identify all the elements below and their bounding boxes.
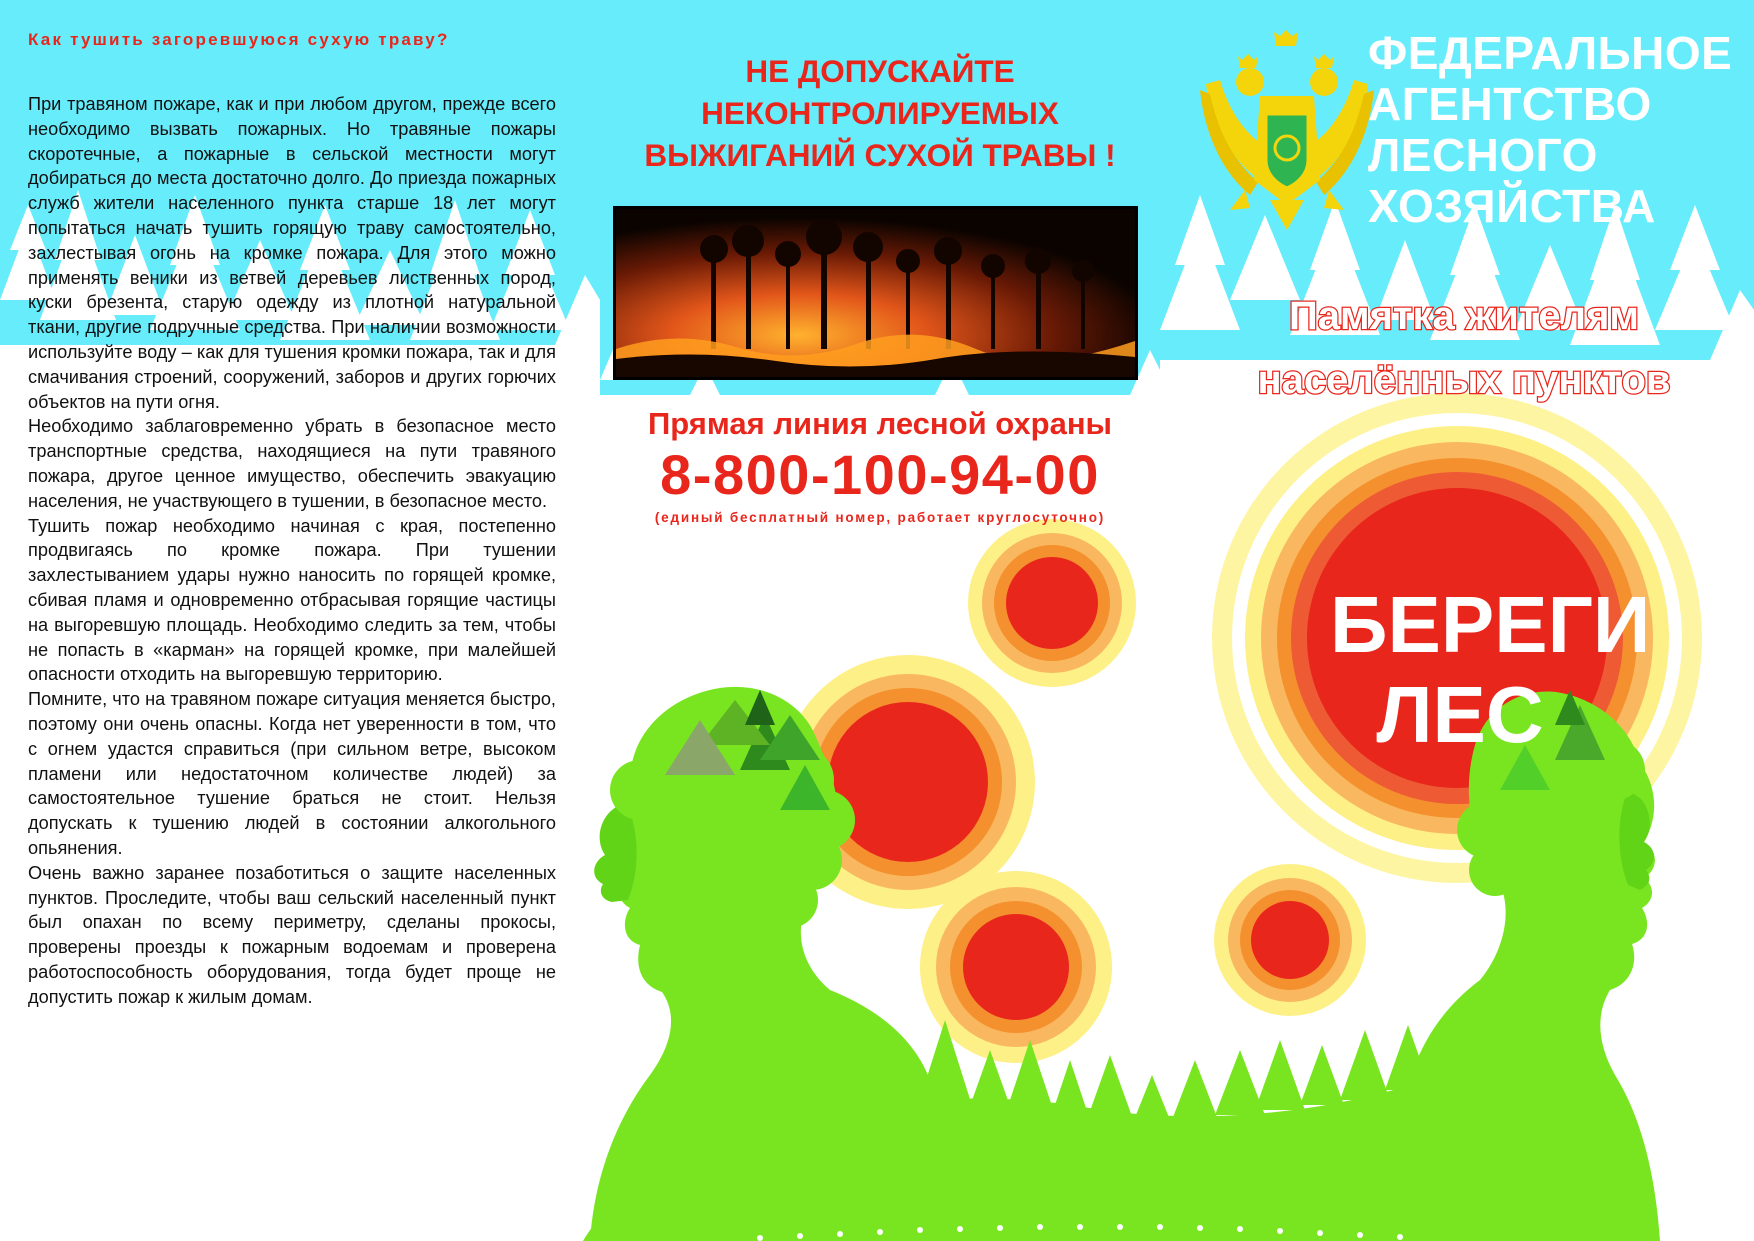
agency-name-line: ЛЕСНОГО [1368, 129, 1598, 181]
slogan [1330, 580, 1651, 760]
instructions-heading: Как тушить загоревшуюся сухую траву? [28, 30, 450, 49]
memo-title [1200, 284, 1728, 412]
fire-instructions-column [28, 30, 556, 1009]
sun-right-low [1214, 864, 1366, 1016]
slogan-line: БЕРЕГИ [1330, 580, 1651, 669]
agency-name [1368, 28, 1748, 232]
agency-name-line: АГЕНТСТВО [1368, 78, 1652, 130]
instructions-paragraph: Помните, что на травяном пожаре ситуация меняется быстро, поэтому они очень опасны. Когда нет уверенности в том, что с огнем удастся справиться (при сильном ветре, высоком пламени или недостаточном количестве людей) за самостоятельное тушение браться не стоит. Нельзя допускать к тушению людей в состоянии алкогольного опьянения. [28, 689, 556, 858]
hotline-label: Прямая линия лесной охраны [647, 406, 1113, 441]
warning-title [600, 50, 1160, 176]
instructions-paragraph: Тушить пожар необходимо начиная с края, постепенно продвигаясь по кромке пожара. При тушении захлестыванием удары нужно наносить по горящей кромке, сбивая пламя и одновременно отбрасывая горящие частицы на выгоревшую площадь. Необходимо следить за тем, чтобы не попасть в «карман» на горящей кромке, при малейшей опасности отходить на выгоревшую территорию. [28, 515, 556, 685]
warning-title-line: ВЫЖИГАНИЙ СУХОЙ ТРАВЫ ! [644, 137, 1116, 173]
agency-name-line: ФЕДЕРАЛЬНОЕ [1368, 27, 1733, 79]
instructions-paragraph: Очень важно заранее позаботиться о защите населенных пунктов. Проследите, чтобы ваш сельский населенный пункт был опахан по всему периметру, сделаны прокосы, проверены проезды к пожарным водоемам и проверена работоспособность оборудования, тогда будет проще не допустить пожар к жилым домам. [28, 862, 556, 1007]
sun-top [968, 519, 1136, 687]
warning-title-line: НЕКОНТРОЛИРУЕМЫХ [701, 95, 1059, 131]
hotline-note: (единый бесплатный номер, работает круглосуточно) [654, 510, 1106, 525]
slogan-line: ЛЕС [1376, 670, 1544, 759]
memo-title-line: Памятка жителям [1288, 294, 1640, 338]
agency-name-line: ХОЗЯЙСТВА [1368, 180, 1656, 232]
warning-title-line: НЕ ДОПУСКАЙТЕ [745, 53, 1015, 89]
hotline-phone-number[interactable]: 8-800-100-94-00 [660, 443, 1100, 506]
instructions-paragraph: Необходимо заблаговременно убрать в безопасное место транспортные средства, находящиеся на пути травяного пожара, другое ценное имущество, обеспечить эвакуацию населения, не участвующего в тушении, в безопасное место. [28, 416, 556, 511]
instructions-body [28, 92, 556, 1009]
forest-fire-photo [613, 206, 1138, 380]
instructions-paragraph: При травяном пожаре, как и при любом другом, прежде всего необходимо вызвать пожарных. Но травяные пожары скоротечные, а пожарные в сельской местности могут добираться до места достаточно долго. До приезда пожарных служб жители населенного пункта старше 18 лет могут попытаться начать тушить горящую траву самостоятельно, захлестывая огонь на кромке пожара. Для этого можно применять веники из ветвей деревьев лиственных пород, куски брезента, старую одежду из плотной натуральной ткани, другие подручные средства. При наличии возможности используйте воду – как для тушения кромки пожара, так и для смачивания строений, сооружений, заборов и других горючих объектов на пути огня. [28, 94, 556, 412]
memo-title-line: населённых пунктов [1257, 358, 1671, 402]
